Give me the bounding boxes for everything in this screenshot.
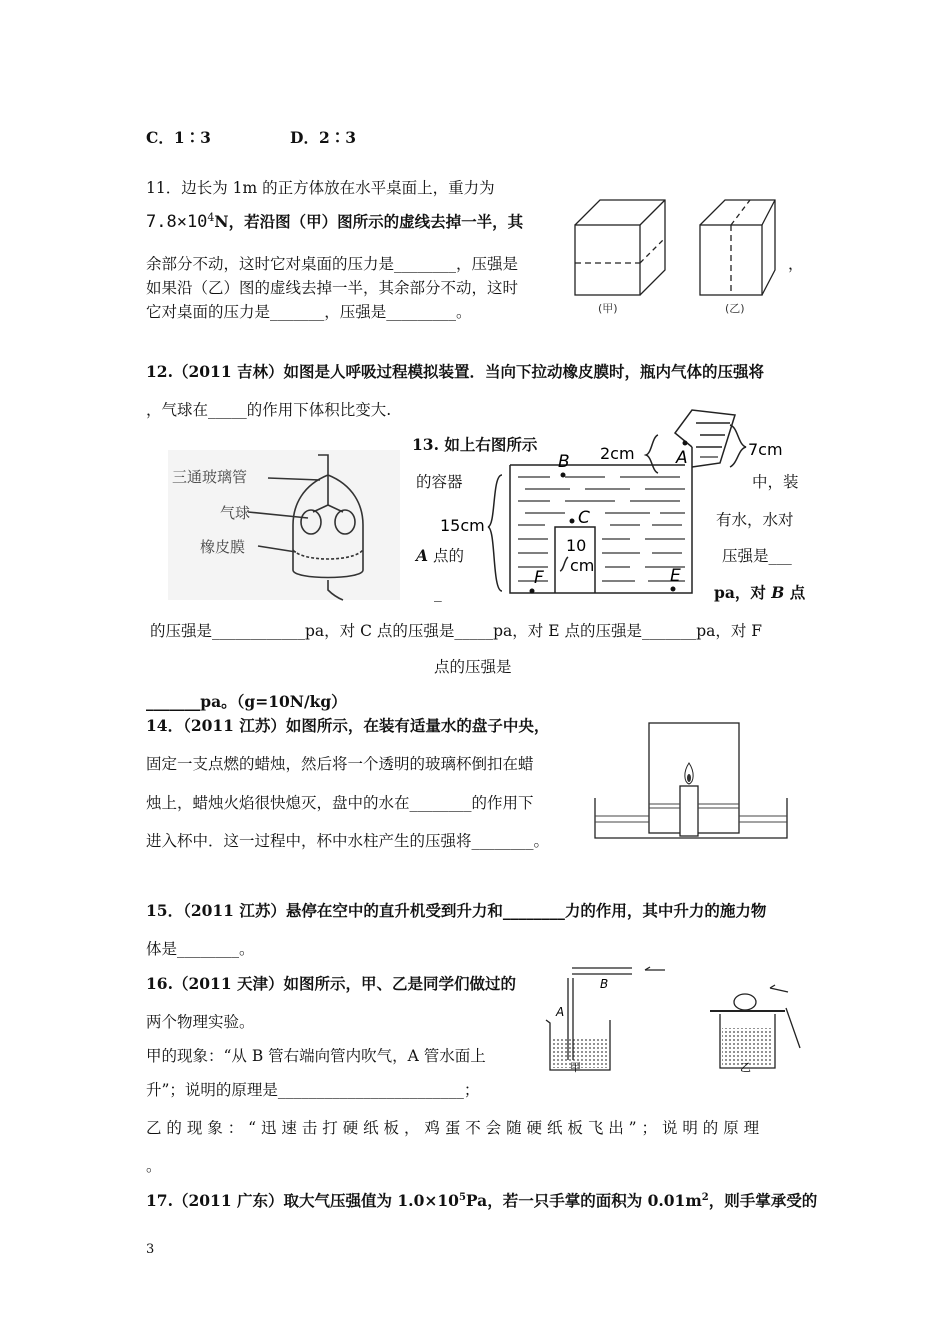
cube-jia [575, 200, 665, 295]
q11-line4: 如果沿（乙）图的虚线去掉一半，其余部分不动，这时 [146, 279, 519, 297]
fig-yi-label: 乙 [740, 1061, 751, 1074]
dim-2cm: 2cm [600, 444, 635, 463]
q13-line7: 点的压强是 [434, 658, 512, 676]
dim-cm: cm [570, 556, 595, 575]
point-e-label: E [670, 566, 681, 586]
q11-line3: 余部分不动，这时它对桌面的压力是________，压强是 [146, 255, 519, 273]
q11-comma: ， [788, 255, 804, 273]
cube-figures [570, 195, 790, 320]
q12-line2: ，气球在_____的作用下体积比变大. [146, 401, 392, 419]
fig-label-jia: (甲) [598, 302, 618, 315]
q16-line1: 16.（2011 天津）如图所示，甲、乙是同学们做过的 [146, 974, 517, 993]
q11-line2 [146, 208, 523, 232]
q16-line5: 乙 的 现 象 ： “ 迅 速 击 打 硬 纸 板 ， 鸡 蛋 不 会 随 硬 纸 板 飞 出 ” ； 说 明 的 原 理 [146, 1119, 760, 1137]
q16-line6: 。 [146, 1157, 162, 1175]
candle-figure [592, 718, 792, 843]
q14-line4: 进入杯中．这一过程中，杯中水柱产生的压强将________。 [146, 832, 550, 850]
q14-line2: 固定一支点燃的蜡烛，然后将一个透明的玻璃杯倒扣在蜡 [146, 755, 534, 773]
q12-line1: 12.（2011 吉林）如图是人呼吸过程模拟装置．当向下拉动橡皮膜时，瓶内气体的压强将 [146, 362, 765, 381]
q13-line2b: 中，装 [752, 473, 799, 491]
q11-line5: 它对桌面的压力是_______，压强是_________。 [146, 303, 472, 321]
q13-b-end: 点 [784, 583, 806, 602]
tube-a-label: A [556, 1005, 565, 1019]
q11-line2-rest: N，若沿图（甲）图所示的虚线去掉一半，其 [214, 212, 524, 232]
label-membrane: 橡皮膜 [200, 538, 246, 556]
breathing-model-figure [168, 450, 400, 600]
point-a-label: A [676, 448, 688, 468]
dim-10: 10 [566, 536, 587, 555]
fig-label-yi: (乙) [725, 302, 745, 315]
label-tube: 三通玻璃管 [172, 468, 248, 486]
label-balloon: 气球 [220, 504, 251, 522]
point-b-label: B [558, 452, 570, 472]
q16-line4: 升”；说明的原理是________________________； [146, 1081, 480, 1099]
q13-b-label: B [771, 583, 785, 602]
q13-line1: 13. 如上右图所示 [412, 435, 538, 454]
point-c-label: C [578, 508, 590, 528]
q17-exp: 5 [458, 1192, 466, 1203]
experiments-figure [540, 958, 810, 1073]
page-number: 3 [146, 1242, 155, 1257]
q13-line8: _______pa。（g=10N/kg） [146, 692, 347, 711]
q11-line1: 11．边长为 1m 的正方体放在水平桌面上，重力为 [146, 179, 495, 197]
q16-line3: 甲的现象：“从 B 管右端向管内吹气，A 管水面上 [146, 1047, 486, 1065]
q13-line6: 的压强是____________pa，对 C 点的压强是_____pa，对 E 点的压强是_______pa，对 F [150, 622, 763, 640]
tube-b-label: B [600, 977, 609, 991]
q13-b-pre: pa，对 [714, 583, 772, 602]
q17-pre: 17.（2011 广东）取大气压强值为 1.0×10 [146, 1191, 459, 1211]
q13-line5a: _ [434, 584, 442, 602]
q17-end: ，则手掌承受的 [708, 1191, 818, 1211]
q13-line3: 有水，水对 [716, 511, 794, 529]
q13-a-text: 点的 [428, 547, 464, 565]
q16-line2: 两个物理实验。 [146, 1013, 255, 1031]
q15-line1: 15．（2011 江苏）悬停在空中的直升机受到升力和________力的作用，其中升力的施力物 [146, 901, 767, 920]
cube-yi [700, 200, 775, 295]
container-figure [430, 405, 810, 605]
q13-line4b: 压强是___ [722, 547, 792, 565]
q14-line3: 烛上，蜡烛火焰很快熄灭，盘中的水在________的作用下 [146, 794, 534, 812]
q14-line1: 14．（2011 江苏）如图所示，在装有适量水的盘子中央， [146, 716, 550, 735]
q17-line1 [146, 1188, 817, 1211]
option-c: C．1∶3 [146, 128, 211, 147]
fig-jia-label: 甲 [570, 1061, 581, 1074]
q11-weight-exp: 4 [207, 211, 215, 224]
q13-a-label: A [416, 546, 429, 565]
q17-mid: Pa，若一只手掌的面积为 0.01m [465, 1191, 702, 1211]
dim-7cm: 7cm [748, 440, 783, 459]
option-d: D．2∶3 [290, 128, 357, 147]
q15-line2: 体是________。 [146, 940, 255, 958]
q13-line2a: 的容器 [416, 473, 463, 491]
dim-15cm: 15cm [440, 516, 485, 535]
point-f-label: F [534, 568, 544, 588]
q11-weight: 7.8×10 [146, 212, 208, 233]
q17-exp2: 2 [701, 1192, 709, 1203]
